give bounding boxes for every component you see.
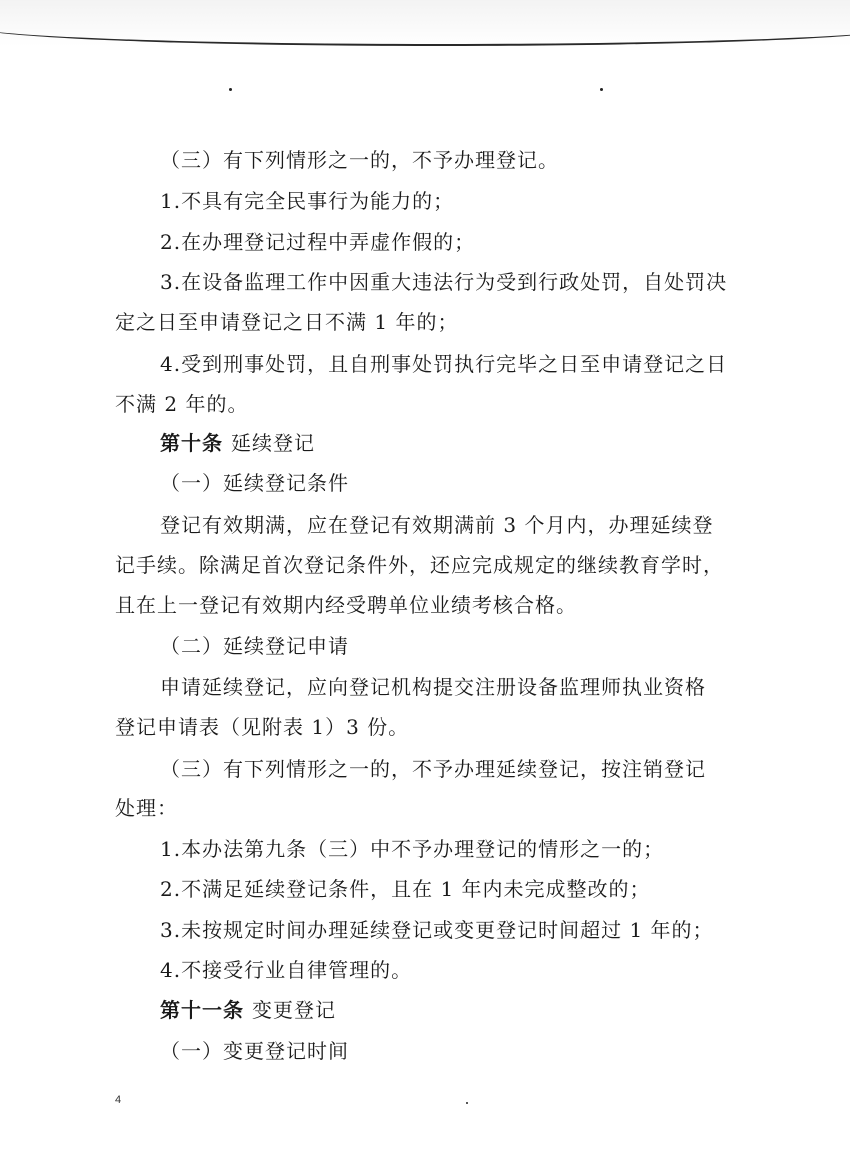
paragraph-line: 3.在设备监理工作中因重大违法行为受到行政处罚，自处罚决 [160, 270, 728, 294]
paragraph-line: （三）有下列情形之一的，不予办理登记。 [160, 148, 559, 172]
article-heading [160, 429, 315, 457]
paragraph-line: 登记申请表（见附表 1）3 份。 [115, 715, 410, 739]
article-title: 延续登记 [231, 431, 315, 455]
page-number: 4 [115, 1094, 122, 1106]
paragraph-line: 2.在办理登记过程中弄虚作假的； [160, 230, 476, 254]
article-number: 第十条 [160, 431, 223, 455]
paragraph-line: 且在上一登记有效期内经受聘单位业绩考核合格。 [115, 593, 577, 617]
paragraph-line: （三）有下列情形之一的，不予办理延续登记，按注销登记 [160, 757, 706, 781]
paragraph-line: 申请延续登记，应向登记机构提交注册设备监理师执业资格 [160, 675, 706, 699]
paragraph-line: 4.不接受行业自律管理的。 [160, 958, 413, 982]
paragraph-line: 登记有效期满，应在登记有效期满前 3 个月内，办理延续登 [160, 513, 714, 537]
scan-speck [600, 88, 603, 91]
paragraph-line: （二）延续登记申请 [160, 634, 349, 658]
paragraph-line: 2.不满足延续登记条件，且在 1 年内未完成整改的； [160, 877, 651, 901]
paragraph-line: 1.本办法第九条（三）中不予办理登记的情形之一的； [160, 837, 665, 861]
paragraph-line: （一）延续登记条件 [160, 471, 349, 495]
paragraph-line: 4.受到刑事处罚，且自刑事处罚执行完毕之日至申请登记之日 [160, 352, 728, 376]
article-heading [160, 996, 336, 1024]
paragraph-line: （一）变更登记时间 [160, 1039, 349, 1063]
paragraph-line: 3.未按规定时间办理延续登记或变更登记时间超过 1 年的； [160, 918, 714, 942]
paragraph-line: 记手续。除满足首次登记条件外，还应完成规定的继续教育学时， [115, 553, 724, 577]
article-number: 第十一条 [160, 998, 244, 1022]
article-title: 变更登记 [252, 998, 336, 1022]
paragraph-line: 处理： [115, 796, 178, 820]
paragraph-line: 不满 2 年的。 [115, 392, 249, 416]
paragraph-line: 1.不具有完全民事行为能力的； [160, 189, 455, 213]
paragraph-line: 定之日至申请登记之日不满 1 年的； [115, 310, 459, 334]
scan-speck [229, 88, 232, 91]
scan-page-border [0, 0, 850, 46]
scan-speck [466, 1102, 468, 1104]
